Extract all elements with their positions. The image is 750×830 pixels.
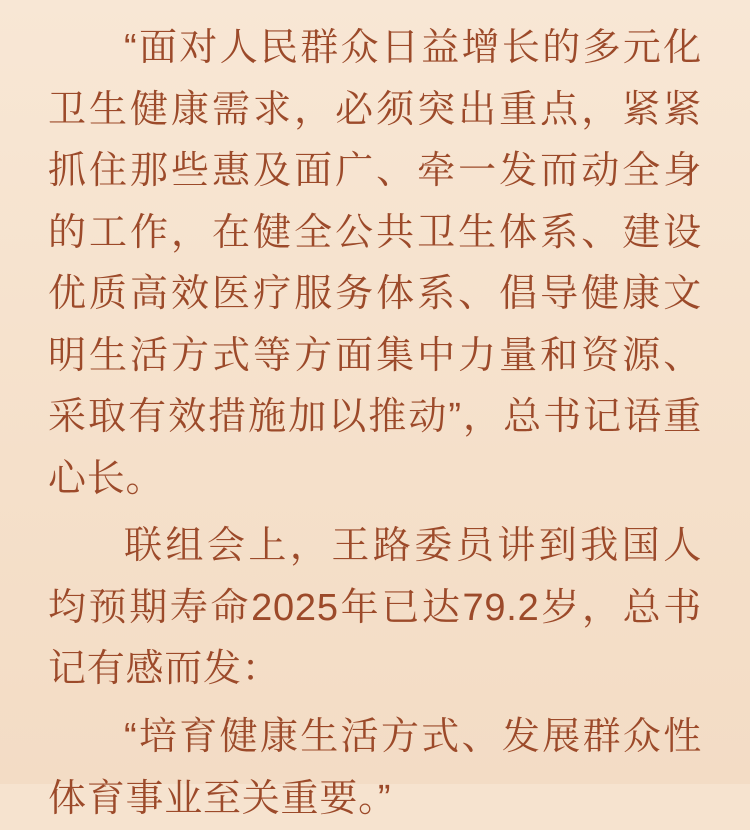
paragraph-quote-1: “面对人民群众日益增长的多元化卫生健康需求，必须突出重点，紧紧抓住那些惠及面广、牵一发而动全身的工作，在健全公共卫生体系、建设优质高效医疗服务体系、倡导健康文明生活方式等方面集中力量和资源、采取有效措施加以推动”，总书记语重心长。 — [48, 27, 702, 500]
paragraph-quote-2: “培育健康生活方式、发展群众性体育事业至关重要。” — [48, 716, 702, 820]
paragraph-narrative-1: 联组会上，王路委员讲到我国人均预期寿命2025年已达79.2岁，总书记有感而发： — [48, 525, 702, 691]
